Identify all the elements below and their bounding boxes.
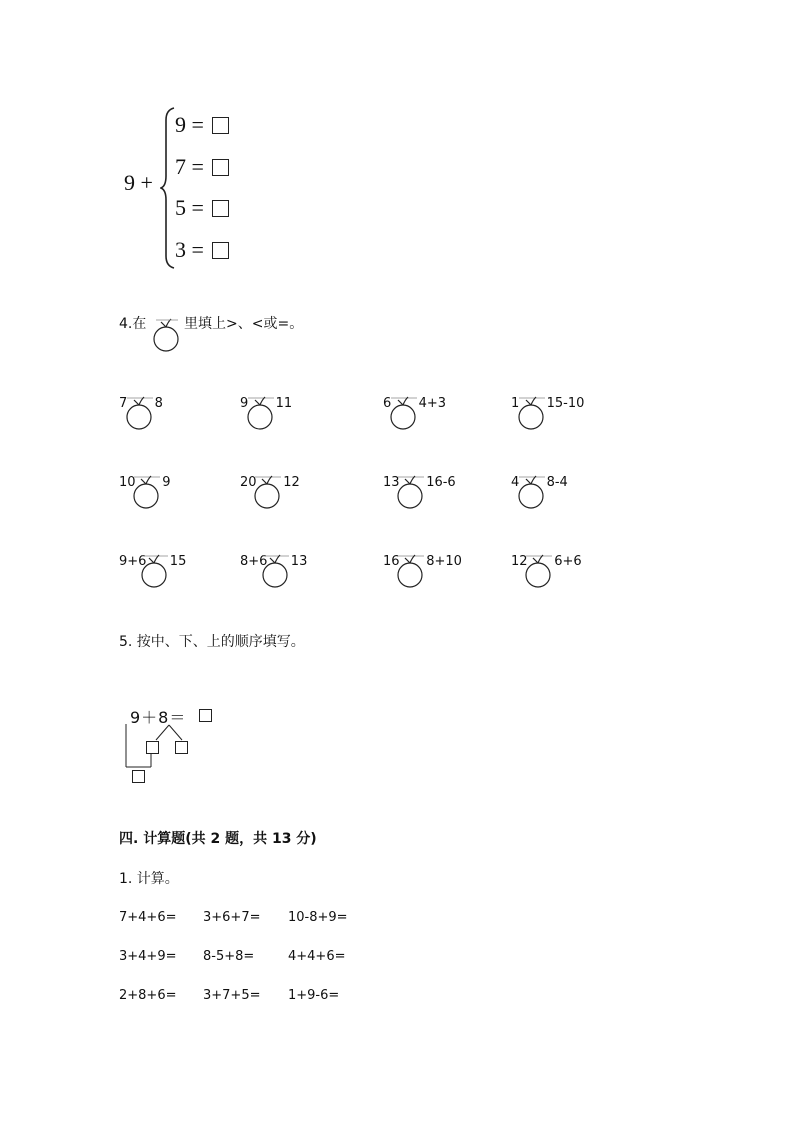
calc-item: 7+4+6= <box>119 910 177 925</box>
heading-prefix: 在 <box>132 316 147 332</box>
calc-item: 8-5+8= <box>203 949 255 964</box>
comparison-left: 4 <box>511 475 520 490</box>
comparison-right: 6+6 <box>554 554 582 569</box>
combine-box[interactable] <box>132 770 145 783</box>
comparison-right: 4+3 <box>418 396 447 411</box>
comparison-right: 8-4 <box>546 475 568 490</box>
comparison-left: 8+6 <box>240 554 268 569</box>
comparison-right: 13 <box>290 554 308 569</box>
brace-figure <box>118 100 258 275</box>
split-lines <box>112 700 232 790</box>
comparison-left: 13 <box>383 475 400 490</box>
brace-expr: 5 = <box>175 195 204 220</box>
comparison-left: 1 <box>511 396 520 411</box>
apple-icon[interactable] <box>253 473 283 513</box>
apple-icon[interactable] <box>396 473 426 513</box>
calc-item: 3+4+9= <box>119 949 177 964</box>
apple-icon[interactable] <box>524 552 554 592</box>
comparison-left: 7 <box>119 396 128 411</box>
answer-box[interactable] <box>212 242 229 259</box>
section-4-question-1: 1. 计算。 <box>119 871 179 887</box>
brace-row <box>175 195 229 221</box>
split-part-box[interactable] <box>175 741 188 754</box>
apple-icon[interactable] <box>261 552 291 592</box>
comparison-left: 9 <box>240 396 249 411</box>
brace-expr: 9 = <box>175 112 204 137</box>
answer-box[interactable] <box>212 117 229 134</box>
apple-icon[interactable] <box>396 552 426 592</box>
question-4-heading <box>119 314 146 334</box>
apple-icon[interactable] <box>246 394 276 434</box>
split-equation: 9＋8＝ <box>130 708 187 727</box>
comparison-left: 12 <box>511 554 528 569</box>
question-5-heading: 5. 按中、下、上的顺序填写。 <box>119 634 305 650</box>
brace-lhs: 9 + <box>124 170 153 195</box>
section-4-heading: 四. 计算题(共 2 题，共 13 分) <box>119 831 317 847</box>
apple-icon[interactable] <box>389 394 419 434</box>
brace-row <box>175 154 229 180</box>
comparison-left: 10 <box>119 475 136 490</box>
answer-box[interactable] <box>212 200 229 217</box>
apple-icon[interactable] <box>517 473 547 513</box>
comparison-right: 8+10 <box>426 554 462 569</box>
question-4-suffix: 里填上>、<或=。 <box>184 316 304 332</box>
calc-item: 2+8+6= <box>119 988 177 1003</box>
comparison-right: 12 <box>283 475 300 490</box>
calc-item: 4+4+6= <box>288 949 346 964</box>
comparison-right: 8 <box>154 396 163 411</box>
question-number: 4. <box>119 316 133 332</box>
comparison-left: 6 <box>383 396 392 411</box>
brace-row <box>175 112 229 138</box>
answer-box[interactable] <box>212 159 229 176</box>
calc-item: 10-8+9= <box>288 910 348 925</box>
comparison-left: 20 <box>240 475 257 490</box>
brace-row <box>175 237 229 263</box>
apple-icon[interactable] <box>140 552 170 592</box>
comparison-left: 9+6 <box>119 554 147 569</box>
curly-brace <box>160 106 176 270</box>
comparison-right: 15 <box>169 554 187 569</box>
apple-icon[interactable] <box>132 473 162 513</box>
calc-item: 3+7+5= <box>203 988 261 1003</box>
comparison-right: 15-10 <box>546 396 585 411</box>
comparison-right: 16-6 <box>426 475 456 490</box>
split-part-box[interactable] <box>146 741 159 754</box>
brace-expr: 3 = <box>175 237 204 262</box>
brace-expr: 7 = <box>175 154 204 179</box>
calc-item: 3+6+7= <box>203 910 261 925</box>
apple-icon[interactable] <box>125 394 155 434</box>
comparison-left: 16 <box>383 554 400 569</box>
comparison-right: 9 <box>162 475 171 490</box>
comparison-right: 11 <box>275 396 293 411</box>
calc-item: 1+9-6= <box>288 988 340 1003</box>
apple-icon[interactable] <box>517 394 547 434</box>
split-diagram <box>112 700 232 790</box>
apple-icon <box>152 316 182 352</box>
